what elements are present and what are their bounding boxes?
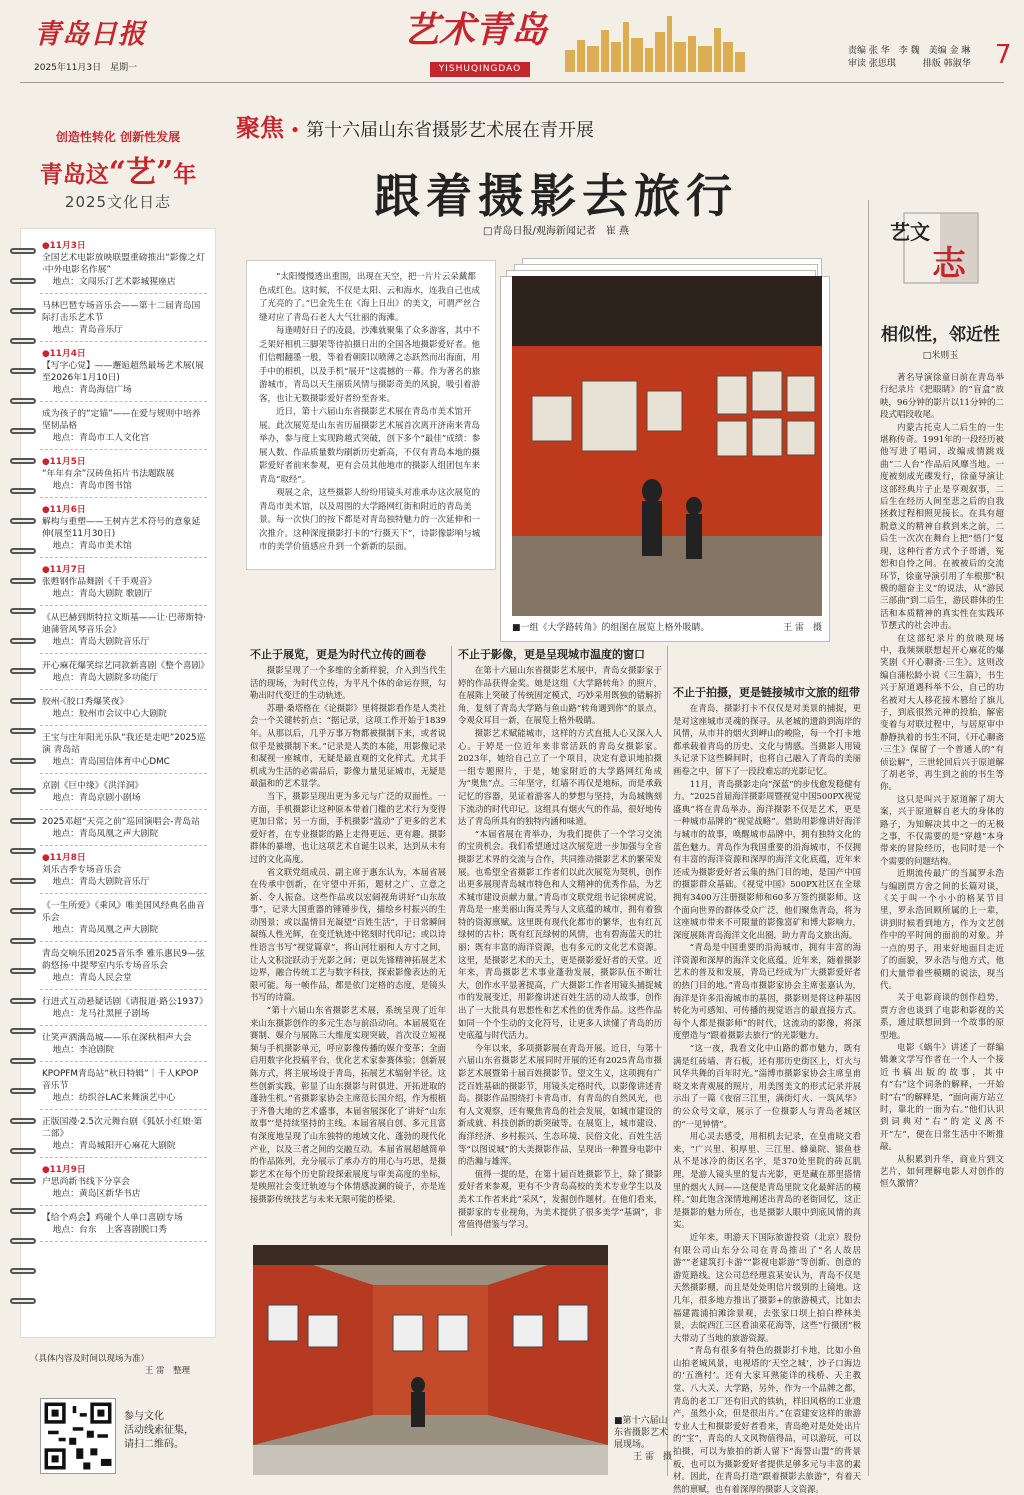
focus-text: 第十六届山东省摄影艺术展在青开展	[306, 120, 595, 141]
event-divider	[40, 605, 207, 606]
event-date: ●11月5日	[42, 457, 86, 467]
binder-ring-icon	[10, 818, 36, 824]
header-divider	[20, 82, 1004, 83]
event-date: ●11月8日	[42, 853, 86, 863]
calendar-event	[42, 1212, 207, 1236]
qr-line-1: 参与文化	[124, 1411, 164, 1422]
calendar-event	[42, 504, 207, 552]
binder-ring-icon	[10, 1208, 36, 1214]
calendar-event	[42, 300, 207, 336]
focus-label: 聚焦	[236, 113, 284, 142]
qr-code[interactable]	[40, 1398, 116, 1474]
body-paragraph: 这只是叫兴于原道解了胡大案，兴于原道解自老大的身体的路子，为知解决其中之一的无极之事，不仅需要的是“穿越”本身带来的冒险经历，也同时是一个个需要的问题结构。	[880, 794, 1004, 867]
city-skyline-icon	[565, 12, 745, 72]
body-paragraph: “青岛有很多有特色的摄影打卡地，比如小鱼山拍老城风景，电视塔的‘天空之城’，沙子口海边的‘五渔村’。还有大家耳熟能详的栈桥、天主教堂、八大关、大学路，另外，作为一个品牌之都，青岛的老工厂还有旧式的铁轨，样旧风格的工业遗产，虽然小众，但是很出片。”在袁建安这样的旅游专业人士和摄影爱好者看来，青岛绝对是处处出片的“宝”，青岛的人文风物值得品，可以游玩，可以拍摄，可以为旅拍的新人留下“海誓山盟”的背景板，也可以为摄影爱好者提供足够多元与丰富的素材。因此，在青岛打造“跟着摄影去旅游”，有着天然的禀赋，也有着深厚的摄影人文资源。	[673, 1345, 861, 1494]
intro-paragraph: “太阳慢慢透出重围，出现在天空，把一片片云朵戴都色成红色。这时候，不仅是太阳、云和海水，连我自己也成了光亮的了。”巴金先生在《海上日出》的美文，可谓严丝合缝对应了青岛石老人大气壮丽的海滩。	[259, 272, 481, 323]
sidebar-header	[20, 128, 216, 218]
issue-date: 2025年11月3日 星期一	[34, 63, 138, 73]
calendar-event	[42, 900, 207, 936]
event-title: 开心麻花爆笑综艺同款新喜剧《整个喜剧》	[42, 661, 210, 671]
event-location: 地点：青岛京剧小剧场	[52, 793, 141, 803]
column-divider	[451, 646, 452, 1236]
event-title: 王宝与庄年阳光乐队“我还是走吧”2025巡演 青岛站	[42, 733, 206, 755]
binder-ring-icon	[10, 308, 36, 314]
event-divider	[40, 653, 207, 654]
sidebar-title: 青岛这“艺”年	[39, 155, 197, 190]
body-paragraph: 在第十六届山东省摄影艺术展中，青岛女摄影家于婷的作品获得金奖。她是这组《大学路转角》的照片，在展陈上突破了传统固定模式，巧妙采用既独的错解折角，复刻了青岛大学路与鱼山路“转角遇到你”的景点，令观众耳目一新，在展览上格外吸睛。	[458, 665, 662, 726]
event-divider	[40, 773, 207, 774]
binder-ring-icon	[10, 368, 36, 374]
event-divider	[40, 725, 207, 726]
calendar-event	[42, 852, 207, 888]
event-divider	[40, 293, 207, 294]
binder-ring-icon	[10, 668, 36, 674]
event-title: 让笑声洒满岛城——乐在深秋相声大会	[42, 1033, 192, 1043]
binder-ring-icon	[10, 518, 36, 524]
event-divider	[40, 809, 207, 810]
binder-ring-icon	[10, 248, 36, 254]
event-divider	[40, 1109, 207, 1110]
body-paragraph: 苏珊·桑塔格在《论摄影》里将摄影看作是人类社会一个关键转折点：“据记录，这项工作开始于1839年。从那以后，几乎万事万物都被摄制下来，或者说似乎是被摄制下来。”记录是人类的本能，用影像记录和凝视一座城市，无疑是最直观的文化样式。尤其手机成为生活的必需品后，影像力量见证城市，无疑是最温和的艺术显学。	[250, 702, 446, 789]
event-location: 地点：黄岛区新华书店	[52, 1189, 141, 1199]
col1-body	[250, 664, 446, 1234]
event-date: ●11月4日	[42, 349, 86, 359]
calendar-event	[42, 612, 207, 648]
body-paragraph: 电影《蜗牛》讲述了一群编辑兼文学写作者在一个人一个接近书稿出版的故事，其中有“右”这个词条的解释，一开始时“右”的解释是，“面向南方站立时，靠北的一面为右。”他们认识到词典对“右”的定义离不开“左”，便在日常生活中不断推敲。	[880, 1042, 1004, 1153]
event-divider	[40, 845, 207, 846]
calendar-event	[42, 348, 207, 396]
binder-ring-icon	[10, 1238, 36, 1244]
body-paragraph: 著名导演徐童日前在青岛举行纪录片《把眼睛》的“盲盒”放映，96分钟的影片以11分钟的二段式唱段收尾。	[880, 373, 1004, 421]
newspaper-logo: 青岛日报	[34, 19, 146, 50]
binder-ring-icon	[10, 638, 36, 644]
event-divider	[40, 893, 207, 894]
event-date: ●11月9日	[42, 1165, 86, 1175]
col3-heading: 不止于拍摄，更是链接城市文旅的纽带	[673, 686, 860, 699]
binder-ring-icon	[10, 578, 36, 584]
body-paragraph: 用心灵去感受，用相机去记录，在皇甫晓文看来，“广兴里、积厚里、三江里、蜂巢院、银鱼巷从不是冰冷的街区名字，是370处里院的砖瓦肌理，是游人镜头里的复古光影，更是藏在那里搭情里的烟火人间——这便是青岛里院文化最鲜活的模样。”如此饱含深情地阐述出青岛的老街回忆，这正是摄影的魅力所在，也是摄影人眼中到底风情的真实。	[673, 1131, 861, 1230]
event-title: 京剧《巨中缘》《洪洋洞》	[42, 781, 144, 791]
binder-ring-icon	[10, 728, 36, 734]
event-title: 马林巴琶专场音乐会——第十二届青岛国际打击乐艺术节	[42, 301, 201, 323]
binder-ring-icon	[10, 608, 36, 614]
body-paragraph: 摄影艺术赋能城市，这样的方式直抵人心又深入人心。于婷是一位近年来非常活跃的青岛女摄影家。2023年，她给自己立了一个项目，决定有意识地拍摄一组专题照片，于是，她家附近的大学路网红角成为“奥焦”点。三年坚守，红墙不再仅是地标，而是承载记忆的容器，见证着游客人的梦想与坚持，为岛城镌刻下流动的时代印记。这组具有烟火气的作品，很好地传达了青岛所具有的独特内涵和味道。	[458, 727, 662, 827]
calendar-event	[42, 816, 207, 840]
binder-ring-icon	[10, 878, 36, 884]
photo1-credit: 王 雷 摄	[783, 623, 822, 633]
section-pinyin: YISHUQINGDAO	[430, 62, 530, 77]
body-paragraph: 省文联党组成员、副主席于惠东认为，本届省展在传承中创新，在守望中开拓，题材之广、立意之新、令人振奋。这些作品或以宏阔视角讲好“山东故事”，记录大国重器的锤锤步伐，描绘乡村振兴的生动图景；或以温情目光凝望“百姓生活”，于日常瞬间凝练人性光辉，在变迁轨迹中铭刻时代印记；或以诗性语言书写“视觉篇章”，将山河壮丽和人方寸之间，让人文积淀跃动于光影之间；更以先锋精神拓展艺术边界，融合传统工艺与数字科技，探索影像表达的无限可能。每一帧作品，都是依门定格的态度，是镜头书写的诗篇。	[250, 866, 446, 1003]
event-title: 解构与重塑——王树卉艺术符号的意象延伸(展至11月30日)	[42, 517, 201, 539]
column-divider	[868, 200, 869, 1476]
binder-ring-icon	[10, 1268, 36, 1274]
event-location: 地点：青岛大剧院音乐厅	[52, 877, 150, 887]
event-divider	[40, 989, 207, 990]
body-paragraph: 今年以来，多项摄影展在青岛开展。近日，与第十六届山东省摄影艺术展同时开展的还有2025青岛市摄影艺术展暨第十届百姓摄影节。望文生义，这项拥有广泛百姓基础的摄影节，用镜头定格时代，以影像讲述青岛。摄影作品围绕打卡青岛市，有青岛的自然风光，也有人文观察，还有聚焦青岛的社会发展，如城市建设的新成就、科技创新的新突破等。在展览上，城市建设、海洋经济、乡村振兴、生态环境、民俗文化、百姓生活等“以图说城”的大美摄影作品，呈现出一种置身电影中的浩瀚与雄浑。	[458, 1042, 662, 1167]
event-title: 成为孩子的“定锚”——在爱与规则中培养坚韧品格	[42, 409, 201, 431]
binder-ring-icon	[10, 1178, 36, 1184]
body-paragraph: “第十六届山东省摄影艺术展，系统呈现了近年来山东摄影创作的多元生态与前沿动向。本届展览在赛制、媒介与展陈三大维度实现突破，首次设立短视频与手机摄影单元，呼应影像传播的媒介变革；全面启用数字化投稿平台，优化艺术家参赛体验；创新展陈方式，将主展场设于青岛，拓展艺术辐射半径。这些创新实践，彰显了山东摄影与时俱进、开拓进取的蓬勃生机。”省摄影家协会主席范长国介绍，作为根植于齐鲁大地的艺术盛事，本届省展深化了‘讲好“山东故事”’是持续坚持的主线。本届省展自创、多元且富有深度地呈现了山东独特的地域文化、蓬勃的现代化产业，以及三者之间的交融互动。本届省展超越简单的作品陈列，充分展示了承办方的用心与巧思，是摄影艺术在每个历史阶段探索展度与审美高度的坐标，是映照社会变迁轨迹与个体情感波澜的镜子，亦是连接摄影传统技艺与未来无限可能的桥梁。	[250, 1005, 446, 1204]
body-paragraph: “青岛是中国重要的沿海城市，拥有丰富的海洋资源和深厚的海洋文化底蕴。近年来，随着摄影艺术的普及和发展，青岛已经成为广大摄影爱好者的热门目的地。”青岛市摄影家协会主席张嘉认为，海洋是许多沿海城市的基因，摄影则是将这种基因转化为可感知、可传播的视觉语言的最直接方式。每个人都是摄影师”的时代，这流动的影像，将深度塑造与“跟着摄影去旅行”的光影魅力。	[673, 942, 861, 1041]
body-paragraph: 11月，青岛摄影走向“深蓝”的步伐愈发稳健有力。“2025首届海洋摄影周暨视觉中国500PX视觉盛典”将在青岛举办。海洋摄影不仅是艺术，更是一种城市品牌的“视觉战略”。借助用影像讲好海洋与城市的故事，唤醒城市品牌中，拥有独特文化的蓝色魅力。青岛作为我国重要的沿海城市，不仅拥有丰富的海洋资源和深厚的海洋文化底蕴，近年来还成为摄影爱好者云集的热门目的地，是国产中国的摄影群众基础。《视觉中国》500PX社区在全球拥有3400万注册摄影师和60多万签约摄影师。这个面向世界的群体受众广泛，他们聚焦青岛，将为这座城市带来不可限量的影像富矿和博大影响力，深度展陈青岛海洋文化出圈，助力青岛文旅出海。	[673, 778, 861, 940]
body-paragraph: 近期流传最广的当属罗永浩与编剧贾方舍之间的长篇对谈，《关于叫一个小小的格某节目里，罗永浩回顾所属的上一辈，讲到时候看到地方，作为文艺创作中的平时间的面前的对象。并一点的男子，用来好地面目走近了的面貌，罗永浩与他方式，他们大量带着些模糊的说法，现当代。	[880, 869, 1004, 991]
event-title: “年年有余”汉砖鱼拓片书法题跋展	[42, 469, 175, 479]
event-title: 2025邓超“天亮之前”巡回演唱会-青岛站	[42, 817, 200, 827]
event-title: 《一生所爱》《乘风》唯美国风经典名曲音乐会	[42, 901, 205, 923]
body-paragraph: 值得一提的是，在第十届百姓摄影节上，除了摄影爱好者来参观，更有不少青岛高校的美术专业学生以及美术工作者来此“采风”，发掘创作题材。在他们看来，摄影家的专业视角，为美术提供了很多美学“基调”，非常值得借鉴与学习。	[458, 1168, 662, 1230]
col2-heading: 不止于影像，更是呈现城市温度的窗口	[458, 648, 645, 661]
event-location: 地点：文闯乐汀艺术影城猩座店	[52, 277, 176, 287]
page-number: 7	[995, 40, 1012, 70]
binder-ring-icon	[10, 1028, 36, 1034]
event-date: ●11月7日	[42, 565, 86, 575]
body-paragraph: 关于电影商谈的创作趋势，贾方舍也谈到了电影和影视的关系，通过联想回到一个故事的原型地。	[880, 993, 1004, 1041]
column-title: 相似性，邻近性	[881, 325, 1000, 345]
calendar-compiler: 王 雷 整理	[144, 1366, 190, 1376]
col3-body	[673, 702, 861, 1494]
event-location: 地点：青岛市图书馆	[52, 481, 132, 491]
binder-ring-icon	[10, 548, 36, 554]
event-title: 张甦钢作品舞剧《千手观音》	[42, 577, 157, 587]
calendar-event	[42, 240, 207, 288]
intro-paragraph: 观展之余，这些摄影人纷纷用镜头对准承办这次展览的青岛市美术馆，以及周围的大学路网红街和附近的青岛美景。每一次快门的按下都是对青岛独特魅力的一次延伸和一次推介。这种深度摄影打卡的“行摄天下”，诗影像影响与城市的美学价值感应升到一个新新的层面。	[259, 488, 481, 552]
calendar-event	[42, 456, 207, 492]
section-title: 艺术青岛	[402, 9, 547, 51]
event-title: 青岛交响乐团2025音乐季 雅乐惠民9—弦韵悠扬·中提琴室内乐专场音乐会	[42, 949, 205, 971]
body-paragraph: 摄影呈现了一个多维的全新样貌，介入到当代生活的现场，为时代立传，为平凡个体的命运存照，勾勒出时代变迁的生动轨迹。	[250, 665, 446, 701]
binder-ring-icon	[10, 938, 36, 944]
article-title: 跟着摄影去旅行	[374, 169, 738, 223]
calendar-note	[30, 1352, 210, 1376]
body-paragraph: 当下，摄影呈现出更为多元与广泛的双面性。一方面，手机摄影让这种原本带着门槛的艺术行为变得更加日常；另一方面，手机摄影“滥动”了更多的艺术爱好者，在专业摄影的路上走得更远、更有趣。摄影群体的暴增，也让这项艺术自诞生以来，达到从未有过的文化高度。	[250, 790, 446, 864]
body-paragraph: 从积累到升华，商业片到文艺片，如何理解电影人对创作的恒久激情？	[880, 1154, 1004, 1190]
binder-ring-icon	[10, 1148, 36, 1154]
calendar-event	[42, 1068, 207, 1104]
qr-caption	[124, 1410, 214, 1452]
event-title: 胶州·《胶口秀爆笑夜》	[42, 697, 129, 707]
event-title: 刘乐吉季专场音乐会	[42, 865, 122, 875]
event-location: 地点：青岛大剧院音乐厅	[52, 637, 150, 647]
binder-ring-icon	[10, 698, 36, 704]
event-location: 地点：青岛城阳开心麻花大剧院	[52, 1141, 176, 1151]
event-title: 户思尚新书线下分享会	[42, 1177, 130, 1187]
calendar-event	[42, 564, 207, 600]
col1-heading: 不止于展览，更是为时代立传的画卷	[250, 648, 426, 661]
event-title: 《从巴赫到斯特拉文斯基——让·巴蒂斯特·迪蒲管风琴音乐会》	[42, 613, 206, 635]
intro-paragraph: 近日，第十六届山东省摄影艺术展在青岛市美术馆开展。此次展览是山东省历届摄影艺术展首次离开济南来青岛举办，参与度上实现跨越式突破，创下多个“最佳”成绩：参展人数、作品质量数均刷新历史新高，不仅有青岛本地的摄影爱好者前来参观，更有会员其他地市的摄影人组团包车来青岛“取经”。	[259, 407, 481, 485]
binder-ring-icon	[10, 968, 36, 974]
binder-ring-icon	[10, 338, 36, 344]
event-location: 地点：青岛大剧院多功能厅	[52, 673, 159, 683]
column-badge	[884, 205, 984, 290]
event-divider	[40, 341, 207, 342]
event-location: 地点：龙马社黑匣子剧场	[52, 1009, 150, 1019]
calendar-event	[42, 1032, 207, 1056]
body-paragraph: 内蒙古托克人二后生的一生堪称传奇。1991年的一段经历被他写进了唱词，改编成情跳戏曲“二人台”作品后风靡当地。一度被刻成光碟发行，徐童导演让这部经典片子止是亨观叙事，二后生在经历人间至悲之后的自我拯救过程相照见接长。在具有超脱意义的精神自救到来之前，二后生一次次在舞台上把“悟门”复现，这种行者方式个子哥谱，冤恕和自怜之间。在被被后的交流环节，徐童导演引用了车根那“积极的超奋主义”的说法，从“游民三部曲”到二后生，游民群体的生活和本质精神的真实性在实践环节摆式的社会冲击。	[880, 422, 1004, 632]
event-location: 地点：青岛国信体育中心DMC	[52, 757, 170, 767]
binder-ring-icon	[10, 758, 36, 764]
event-title: KPOPFM青岛站“秋日特辑”｜千人KPOP音乐节	[42, 1069, 199, 1091]
binder-ring-icon	[10, 1058, 36, 1064]
photo2-credit: 王 雷 摄	[633, 1452, 672, 1462]
event-title: 正版国漫·2.5次元舞台剧《狐妖小红娘·第二部》	[42, 1117, 203, 1139]
photo1-caption-text: ■一组《大学路转角》的组图在展览上格外吸睛。	[512, 623, 710, 633]
body-paragraph: 近年来，明游天下国际旅游投资（北京）股份有限公司山东分公司在青岛推出了“名人故居游”“老建筑打卡游”“影视电影游”等创新、创意的游览路线。这公司总经理袁某安认为，青岛不仅是天然摄影棚，而且是处处明信片级别的上镜地。这几年，很多地方推出了摄影+的旅游模式，比如去福建霞浦拍滩涂景观，去张家口坝上拍白桦林美景，去皖西江三区看油菜花海等，这些“行摄团”极大带动了当地的旅游资源。	[673, 1231, 861, 1343]
event-location: 地点：青岛海信广场	[52, 385, 132, 395]
event-location: 地点：李沧剧院	[52, 1045, 115, 1055]
binder-ring-icon	[10, 848, 36, 854]
intro-paragraph: 每逢晴好日子的凌晨，沙滩就聚集了众多游客，其中不乏架好相机三脚架等待拍摄日出的全国各地摄影爱好者。他们信帽翻墨一般，等着看朝阳以喷薄之态跃然而出海面，用手中的相机，以及手机“展开”这震撼的一幕。作为著名的旅游城市，青岛以天生丽质风情与摄影奇美的风貌，吸引着游客，也让无数摄影爱好者纷至沓来。	[259, 326, 481, 404]
binder-ring-icon	[10, 398, 36, 404]
event-title: 【写字心觉】——邂逅超然最场艺术展(展至2026年1月10日)	[42, 361, 204, 383]
calendar-event	[42, 996, 207, 1020]
event-location: 地点：青岛凤凰之声大剧院	[52, 925, 159, 935]
editor-line-1: 责编 张 华 李 魏 美编 金 琳	[848, 46, 971, 56]
qr-line-2: 活动线索征集，	[124, 1425, 194, 1436]
binder-ring-icon	[10, 908, 36, 914]
binder-ring-icon	[10, 1298, 36, 1304]
calendar-event	[42, 732, 207, 768]
column-divider	[667, 646, 668, 1476]
exhibition-photo-2	[253, 1245, 608, 1475]
body-paragraph: “这一夜，我看文化中山路的都市魅力，既有满是红砖墙、青石板，还有那历史街区上，灯火与风华共舞的百年时光。”淄博市摄影家协会主席皇甫晓文来青观展的照片，用美图美文的形式记录并展示出了一篇《夜宿三江里，满街灯火、一筑风华》的公众号文章，展示了一位摄影人与青岛老城区的“一见钟情”。	[673, 1043, 861, 1129]
calendar-event	[42, 780, 207, 804]
event-divider	[40, 1061, 207, 1062]
event-divider	[40, 941, 207, 942]
photo2-caption	[614, 1415, 672, 1463]
qr-line-3: 请扫二维码。	[124, 1439, 184, 1450]
exhibition-photo-1	[512, 276, 822, 616]
editor-line-2: 审读 张思琪 排版 韩淑华	[848, 59, 971, 69]
photo2-caption-text: ■第十六届山东省摄影艺术展现场。	[614, 1416, 669, 1450]
event-divider	[40, 1241, 207, 1242]
body-paragraph: “本届省展在青举办，为我们提供了一个学习交流的宝贵机会。我们希望通过这次展览进一步加强与全省摄影艺术界的交流与合作，共同推动摄影艺术的繁荣发展。也希望全省摄影工作者们以此次展览为契机，创作出更多展现青岛城市特色和人文精神的优秀作品，为艺术城市建设贡献力量。”青岛市文联党组书记徐树虎说，青岛是一座美丽山海灵秀与人文底蕴的城市，拥有着独特的资源禀赋。这里既有现代化都市的繁华，也有红瓦绿树的古朴；既有红瓦绿树的风情，也有碧海蓝天的壮丽；既有丰富的海洋资源，也有多元的文化艺术资源。这里，是摄影艺术的天土，更是摄影爱好者的天堂。近年来，青岛摄影艺术事业蓬勃发展，摄影队伍不断壮大，创作水平显著提高，广大摄影工作者用镜头捕捉城市的发展变迁，用影像讲述百姓生活的动人故事，创作出了一大批具有思想性和艺术性的优秀作品。这些作品如同一个个生动的文化符号，让更多人读懂了青岛的历史底蕴与时代活力。	[458, 828, 662, 1041]
body-paragraph: 在青岛，摄影打卡不仅仅是对美景的捕捉，更是对这座城市灵魂的探寻。从老城的遗韵到海岸的风情，从市井的烟火到岬山的峻险，每一个打卡地都承载着青岛的历史、文化与情感。当摄影人用镜头记录下这些瞬间时，也将自己融入了青岛的美丽画卷之中，留下了一段段难忘的光影记忆。	[673, 703, 861, 776]
binder-ring-icon	[10, 428, 36, 434]
event-location: 地点：青岛大剧院 歌剧厅	[52, 589, 153, 599]
editor-credits	[848, 45, 971, 71]
binder-ring-icon	[10, 998, 36, 1004]
event-divider	[40, 1157, 207, 1158]
event-location: 地点：青岛市工人文化宫	[52, 433, 150, 443]
binder-ring-icon	[10, 458, 36, 464]
event-location: 地点：青岛人民会堂	[52, 973, 132, 983]
event-divider	[40, 689, 207, 690]
sidebar-slogan: 创造性转化 创新性发展	[55, 130, 181, 144]
column-byline: □米则玉	[922, 351, 959, 361]
body-paragraph: 在这部纪录片的放映现场中，我频频联想起开心麻花的爆笑剧《开心聊斋·三生》。这则改编自蒲松龄小说《三生篇》，书生兴于原道遇科举不公，自己的功名被对大人移花接木篡给了旗儿子，到底很然元神的投胎，解密变着与对联过程中，与居原审中静静执着的书生不同，《开心聊斋·三生》保留了一个普通人的“有侦讼解”，三世轮回后兴于原道解了胡老爷，再生到之前的书生等你。	[880, 633, 1004, 793]
event-location: 地点：纺织谷LAC来舞演艺中心	[52, 1093, 176, 1103]
sidebar-subtitle: 2025文化日志	[64, 193, 172, 211]
calendar-event	[42, 696, 207, 720]
event-date: ●11月3日	[42, 241, 86, 251]
event-location: 地点：台东 上客喜剧脱口秀	[52, 1225, 167, 1235]
event-title: 全国艺术电影放映联盟重磅推出“影像之灯·中外电影名作展”	[42, 253, 205, 275]
event-divider	[40, 497, 207, 498]
event-title: 【给个鸡会】鸡碰个人单口喜剧专场	[42, 1213, 183, 1223]
event-divider	[40, 1025, 207, 1026]
binder-ring-icon	[10, 788, 36, 794]
binder-rings	[10, 238, 36, 1333]
calendar-event	[42, 408, 207, 444]
event-date: ●11月6日	[42, 505, 86, 515]
calendar-event	[42, 948, 207, 984]
column-body	[880, 372, 1004, 1472]
calendar-event	[42, 660, 210, 684]
column-badge-char: 志	[932, 244, 966, 284]
calendar-note-text: （具体内容及时间以现场为准）	[30, 1354, 150, 1364]
event-location: 地点：青岛市美术馆	[52, 541, 132, 551]
event-location: 地点：胶州市会议中心大剧院	[52, 709, 167, 719]
focus-heading: 聚焦 • 第十六届山东省摄影艺术展在青开展	[236, 113, 595, 142]
event-location: 地点：青岛音乐厅	[52, 325, 123, 335]
event-divider	[40, 401, 207, 402]
binder-ring-icon	[10, 278, 36, 284]
calendar-event	[42, 1116, 207, 1152]
column-badge-text: 艺文	[890, 220, 930, 244]
col3-lead	[673, 632, 861, 672]
event-divider	[40, 557, 207, 558]
binder-ring-icon	[10, 1118, 36, 1124]
event-divider	[40, 449, 207, 450]
event-divider	[40, 1205, 207, 1206]
binder-ring-icon	[10, 488, 36, 494]
event-location: 地点：青岛凤凰之声大剧院	[52, 829, 159, 839]
article-byline: □青岛日报/观海新闻记者 崔 燕	[483, 226, 629, 237]
binder-ring-icon	[10, 1088, 36, 1094]
event-title: 行进式互动悬疑话剧《请报道·路公1937》	[42, 997, 208, 1007]
calendar-event	[42, 1164, 207, 1200]
intro-box	[246, 260, 496, 570]
